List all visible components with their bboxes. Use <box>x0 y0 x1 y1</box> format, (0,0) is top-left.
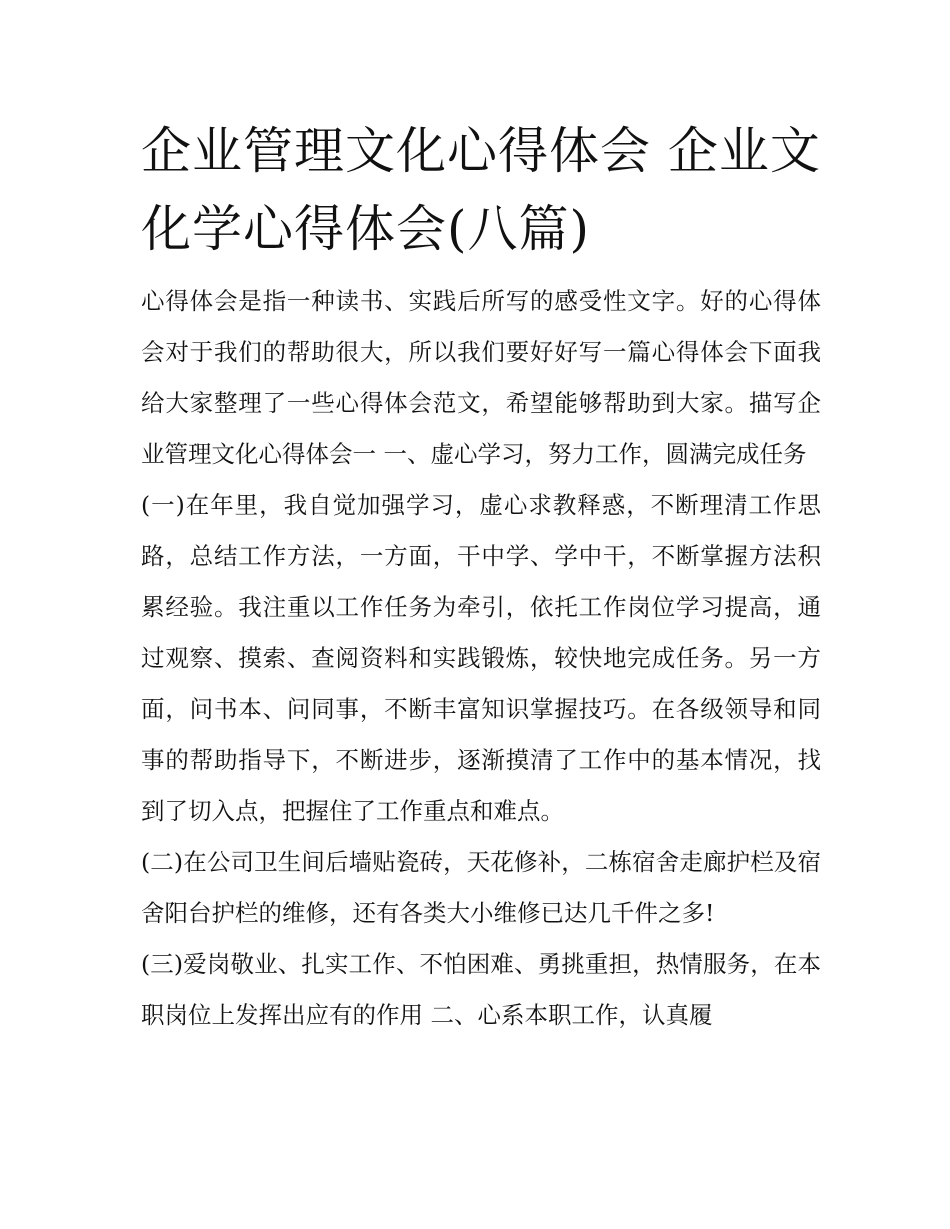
document-title: 企业管理文化心得体会 企业文化学心得体会(八篇) <box>141 122 821 258</box>
paragraph-three: (三)爱岗敬业、扎实工作、不怕困难、勇挑重担，热情服务，在本职岗位上发挥出应有的作用 二、心系本职工作，认真履 <box>141 950 821 1029</box>
document-page <box>141 112 821 1041</box>
paragraph-one: (一)在年里，我自觉加强学习，虚心求教释惑，不断理清工作思路，总结工作方法，一方面，干中学、学中干，不断掌握方法积累经验。我注重以工作任务为牵引，依托工作岗位学习提高，通过观察、摸索、查阅资料和实践锻炼，较快地完成任务。另一方面，问书本、问同事，不断丰富知识掌握技巧。在各级领导和同事的帮助指导下，不断进步，逐渐摸清了工作中的基本情况，找到了切入点，把握住了工作重点和难点。 <box>141 491 821 825</box>
paragraph-two: (二)在公司卫生间后墙贴瓷砖，天花修补，二栋宿舍走廊护栏及宿舍阳台护栏的维修，还有各类大小维修已达几千件之多! <box>141 848 821 927</box>
paragraph-intro: 心得体会是指一种读书、实践后所写的感受性文字。好的心得体会对于我们的帮助很大，所以我们要好好写一篇心得体会下面我给大家整理了一些心得体会范文，希望能够帮助到大家。描写企业管理文化心得体会一 一、虚心学习，努力工作，圆满完成任务 <box>141 287 821 468</box>
